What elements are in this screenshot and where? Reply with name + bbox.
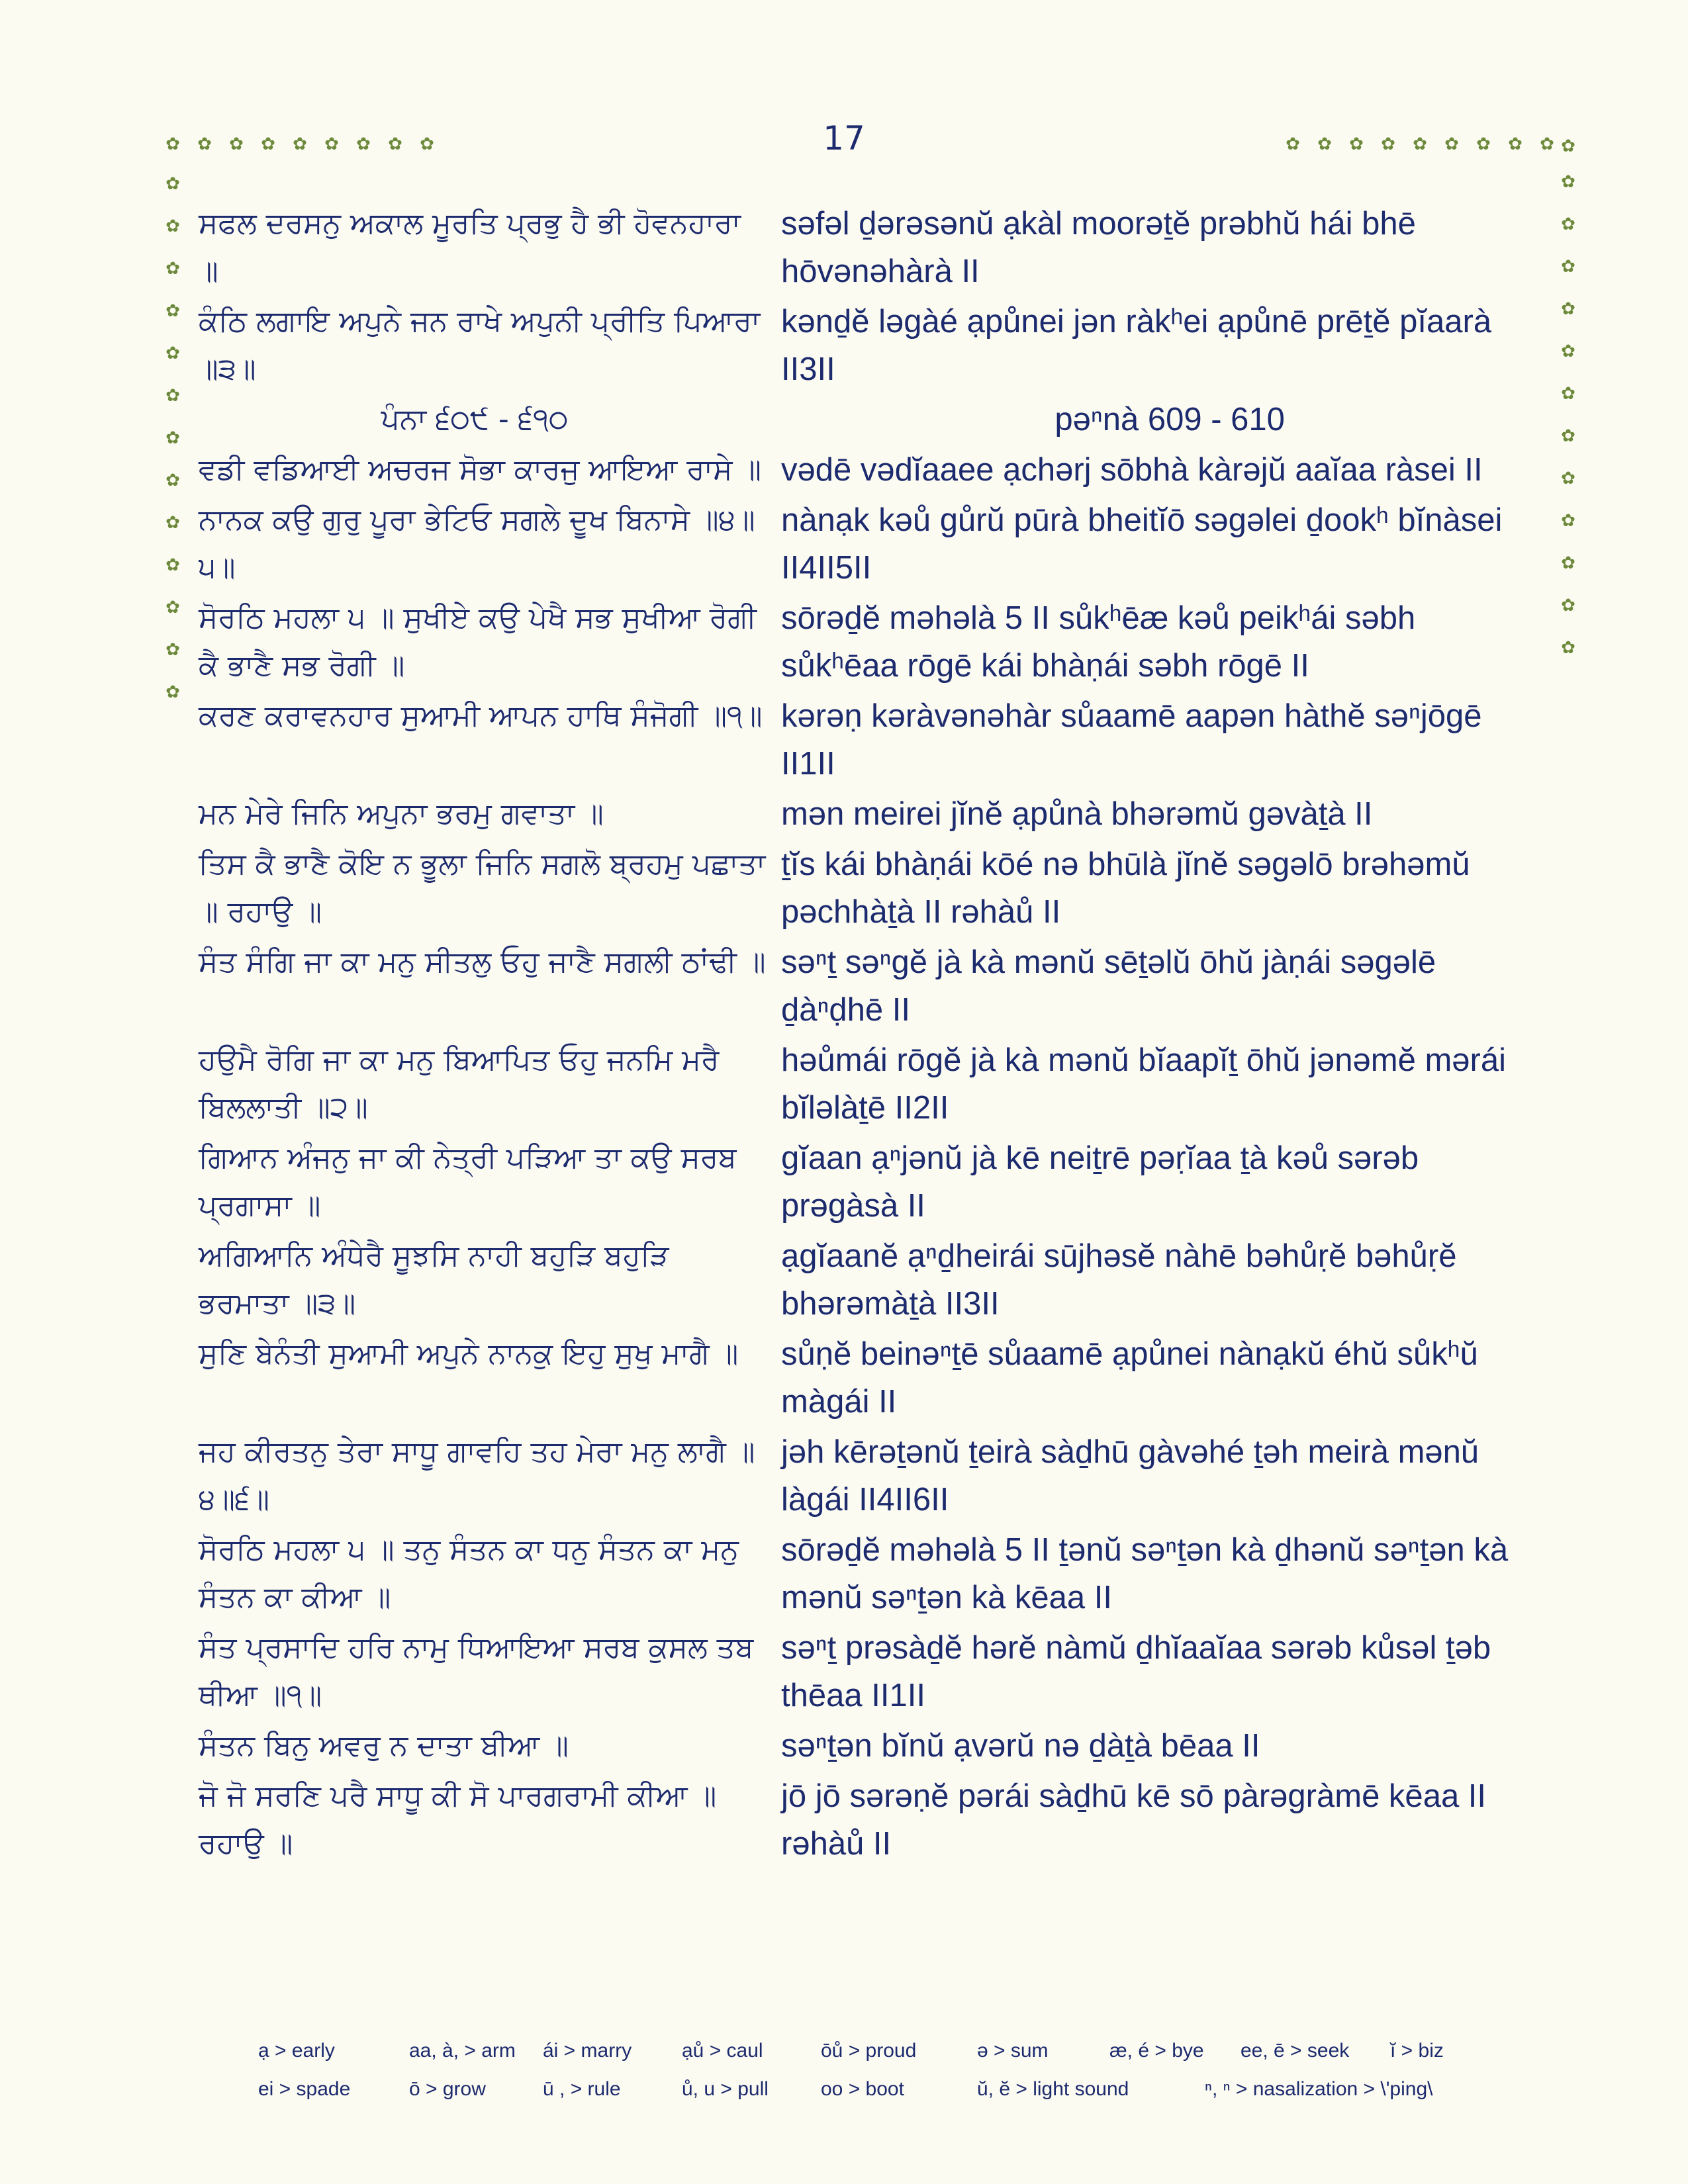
gurmukhi-text: ਸੁਣਿ ਬੇਨੰਤੀ ਸੁਆਮੀ ਅਪੁਨੇ ਨਾਨਕੁ ਇਹੁ ਸੁਖੁ ਮਾਗੈ ॥ [199,1337,739,1371]
legend-item: ō > grow [409,2078,486,2100]
flower-icon: ✿ [1561,596,1575,615]
legend-item: ee, ē > seek [1241,2040,1350,2062]
flower-icon: ✿ [165,682,180,702]
gurmukhi-text: ਸੋਰਠਿ ਮਹਲਾ ੫ ॥ ਤਨੁ ਸੰਤਨ ਕਾ ਧਨੁ ਸੰਤਨ ਕਾ ਮਨੁ ਸੰਤਨ ਕਾ ਕੀਆ ॥ [199,1533,739,1614]
verse-row [199,298,1536,393]
verse-row [199,1330,1536,1426]
legend-item: ei > spade [258,2078,351,2100]
flower-icon: ✿ [1561,511,1575,531]
legend-item: ū , > rule [543,2078,621,2100]
flower-icon: ✿ [1561,341,1575,361]
page-reference-row [199,396,1536,443]
verse-row [199,1722,1536,1770]
gurmukhi-text: ਜਹ ਕੀਰਤਨੁ ਤੇਰਾ ਸਾਧੂ ਗਾਵਹਿ ਤਹ ਮੇਰਾ ਮਨੁ ਲਾਗੈ ॥੪॥੬॥ [199,1435,755,1516]
flower-icon: ✿ [165,301,180,321]
gurmukhi-text: ਅਗਿਆਨਿ ਅੰਧੇਰੈ ਸੂਝਸਿ ਨਾਹੀ ਬਹੁੜਿ ਬਹੁੜਿ ਭਰਮਾਤਾ ॥੩॥ [199,1239,669,1320]
gurmukhi-text: ਵਡੀ ਵਡਿਆਈ ਅਚਰਜ ਸੋਭਾ ਕਾਰਜੁ ਆਇਆ ਰਾਸੇ ॥ [199,453,762,486]
verse-row [199,1232,1536,1328]
flower-icon: ✿ [197,134,212,154]
flower-icon: ✿ [420,134,434,154]
flower-icon: ✿ [324,134,339,154]
gurmukhi-text: ਤਿਸ ਕੈ ਭਾਣੈ ਕੋਇ ਨ ਭੂਲਾ ਜਿਨਿ ਸਗਲੋ ਬ੍ਰਹਮੁ ਪਛਾਤਾ ॥ ਰਹਾਉ ॥ [199,847,766,929]
flower-icon: ✿ [229,134,244,154]
flower-icon: ✿ [1540,134,1554,154]
flower-icon: ✿ [1561,553,1575,573]
transliteration-text: ṯĭs kái bhàṇái kōé nə bhūlà jĭnĕ səgəlō brəhəmŭ pəchhàṯà II rəhàů II [781,846,1470,930]
transliteration-text: sōrəḏĕ məhəlà 5 II ṯənŭ səⁿṯən kà ḏhənŭ səⁿṯən kà mənŭ səⁿṯən kà kēaa II [781,1532,1509,1615]
verse-row [199,1624,1536,1719]
flower-icon: ✿ [1561,136,1575,156]
transliteration-text: sůṇĕ beinəⁿṯē sůaamē ạpůnei nànạkŭ éhŭ sůkʰŭ màgái II [781,1336,1478,1420]
gurmukhi-text: ਨਾਨਕ ਕਉ ਗੁਰੁ ਪੂਰਾ ਭੇਟਿਓ ਸਗਲੇ ਦੂਖ ਬਿਨਾਸੇ ॥੪॥੫॥ [199,503,755,584]
verse-row [199,790,1536,838]
gurmukhi-text: ਸੰਤਨ ਬਿਨੁ ਅਵਰੁ ਨ ਦਾਤਾ ਬੀਆ ॥ [199,1729,569,1762]
transliteration-text: sōrəḏĕ məhəlà 5 II sůkʰēæ kəů peikʰái səbh sůkʰēaa rōgē kái bhàṇái səbh rōgē II [781,600,1416,684]
flower-icon: ✿ [165,640,180,660]
page-number: 17 [823,119,865,158]
flower-icon: ✿ [356,134,371,154]
flower-icon: ✿ [1561,257,1575,277]
legend-item: ạ > early [258,2040,335,2062]
gurmukhi-text: ਜੋ ਜੋ ਸਰਣਿ ਪਰੈ ਸਾਧੂ ਕੀ ਸੋ ਪਾਰਗਰਾਮੀ ਕੀਆ ॥ ਰਹਾਉ ॥ [199,1779,717,1860]
gurmukhi-text: ਸੰਤ ਸੰਗਿ ਜਾ ਕਾ ਮਨੁ ਸੀਤਲੁ ਓਹੁ ਜਾਣੈ ਸਗਲੀ ਠਾਂਢੀ ॥ [199,945,766,979]
flower-icon: ✿ [1444,134,1459,154]
flower-icon: ✿ [1561,469,1575,488]
transliteration-text: jō jō sərəṇĕ pərái sàḏhū kē sō pàrəgràmē kēaa II rəhàů II [781,1778,1487,1862]
verse-row [199,496,1536,592]
transliteration-text: pəⁿnà 609 - 610 [1055,402,1285,437]
pronunciation-legend [258,2032,1516,2109]
flower-icon: ✿ [1561,384,1575,404]
transliteration-text: gĭaan ạⁿjənŭ jà kē neiṯrē pəṛĭaa ṯà kəů sərəb prəgàsà II [781,1140,1419,1224]
verse-row [199,1772,1536,1868]
verse-row [199,692,1536,788]
gurmukhi-text: ਮਨ ਮੇਰੇ ਜਿਨਿ ਅਪੁਨਾ ਭਰਮੁ ਗਵਾਤਾ ॥ [199,797,604,831]
flower-icon: ✿ [165,555,180,575]
legend-item: oo > boot [821,2078,904,2100]
flower-icon: ✿ [1476,134,1491,154]
flower-icon: ✿ [165,216,180,236]
flower-icon: ✿ [1381,134,1395,154]
flower-icon: ✿ [1349,134,1364,154]
transliteration-text: vədē vədĭaaee ạchərj sōbhà kàrəjŭ aaĭaa ràsei II [781,452,1483,488]
flower-icon: ✿ [165,174,180,194]
gurmukhi-text: ਹਉਮੈ ਰੋਗਿ ਜਾ ਕਾ ਮਨੁ ਬਿਆਪਿਤ ਓਹੁ ਜਨਮਿ ਮਰੈ ਬਿਲਲਾਤੀ ॥੨॥ [199,1043,720,1124]
flower-icon: ✿ [1286,134,1300,154]
verse-list [199,200,1536,1870]
legend-item: æ, é > bye [1109,2040,1204,2062]
verse-row [199,1036,1536,1132]
flower-icon: ✿ [1561,299,1575,319]
gurmukhi-text: ਸਫਲ ਦਰਸਨੁ ਅਕਾਲ ਮੂਰਤਿ ਪ੍ਰਭੁ ਹੈ ਭੀ ਹੋਵਨਹਾਰਾ ॥ [199,206,741,288]
gurmukhi-text: ਕਰਣ ਕਰਾਵਨਹਾਰ ਸੁਆਮੀ ਆਪਨ ਹਾਥਿ ਸੰਜੋਗੀ ॥੧॥ [199,699,763,733]
legend-item: ŭ, ĕ > light sound [977,2078,1129,2100]
flower-icon: ✿ [165,428,180,448]
flower-icon: ✿ [293,134,307,154]
flower-icon: ✿ [1413,134,1427,154]
gurmukhi-text: ਸੰਤ ਪ੍ਰਸਾਦਿ ਹਰਿ ਨਾਮੁ ਧਿਆਇਆ ਸਰਬ ਕੁਸਲ ਤਬ ਥੀਆ ॥੧॥ [199,1631,754,1712]
transliteration-text: nànạk kəů gůrŭ pūrà bheitĭō səgəlei ḏookʰ bĭnàsei II4II5II [781,502,1503,586]
verse-row [199,1134,1536,1230]
flower-icon: ✿ [1561,638,1575,658]
verse-row [199,446,1536,494]
flower-icon: ✿ [165,598,180,617]
flower-icon: ✿ [165,513,180,533]
transliteration-text: səⁿṯ səⁿgĕ jà kà mənŭ sēṯəlŭ ōhŭ jàṇái səgəlē ḏàⁿḍhē II [781,944,1436,1028]
flower-icon: ✿ [261,134,275,154]
transliteration-text: səⁿṯən bĭnŭ ạvərŭ nə ḏàṯà bēaa II [781,1728,1260,1764]
verse-row [199,938,1536,1034]
flower-icon: ✿ [1508,134,1523,154]
flower-icon: ✿ [165,471,180,490]
legend-item: ⁿ, ⁿ > nasalization > \'ping\ [1205,2078,1433,2100]
transliteration-text: həůmái rōgĕ jà kà mənŭ bĭaapĭṯ ōhŭ jənəmĕ mərái bĭləlàṯē II2II [781,1042,1506,1126]
flower-icon: ✿ [165,134,180,154]
transliteration-text: səⁿṯ prəsàḏĕ hərĕ nàmŭ ḏhĭaaĭaa sərəb kůsəl ṯəb thēaa II1II [781,1630,1491,1713]
legend-row [258,2070,1516,2109]
legend-item: ái > marry [543,2040,632,2062]
transliteration-text: ạgĭaanĕ ạⁿḏheirái sūjhəsĕ nàhē bəhůṛĕ bəhůṛĕ bhərəmàṯà II3II [781,1238,1457,1322]
verse-row [199,594,1536,690]
gurmukhi-text: ਪੰਨਾ ੬੦੯ - ੬੧੦ [381,402,569,436]
verse-row [199,200,1536,295]
legend-item: aa, à, > arm [409,2040,516,2062]
transliteration-text: jəh kērəṯənŭ ṯeirà sàḏhū gàvəhé ṯəh meirà mənŭ làgái II4II6II [781,1434,1479,1518]
legend-item: ĭ > biz [1390,2040,1444,2062]
verse-row [199,1526,1536,1621]
flower-icon: ✿ [165,386,180,406]
gurmukhi-text: ਸੋਰਠਿ ਮਹਲਾ ੫ ॥ ਸੁਖੀਏ ਕਉ ਪੇਖੈ ਸਭ ਸੁਖੀਆ ਰੋਗੀ ਕੈ ਭਾਣੈ ਸਭ ਰੋਗੀ ॥ [199,601,757,682]
verse-row [199,841,1536,936]
legend-item: ů, u > pull [682,2078,769,2100]
flower-icon: ✿ [1561,172,1575,192]
gurmukhi-text: ਗਿਆਨ ਅੰਜਨੁ ਜਾ ਕੀ ਨੇਤ੍ਰੀ ਪੜਿਆ ਤਾ ਕਉ ਸਰਬ ਪ੍ਰਗਾਸਾ ॥ [199,1141,737,1222]
flower-icon: ✿ [165,343,180,363]
flower-icon: ✿ [1561,426,1575,446]
transliteration-text: kərəṇ kəràvənəhàr sůaamē aapən hàthĕ səⁿjōgē II1II [781,698,1482,782]
legend-item: ə > sum [977,2040,1049,2062]
flower-icon: ✿ [1561,214,1575,234]
verse-row [199,1428,1536,1524]
flower-icon: ✿ [388,134,402,154]
legend-row [258,2032,1516,2070]
flower-icon: ✿ [165,259,180,279]
transliteration-text: kənḏĕ ləgàé ạpůnei jən ràkʰei ạpůnē prēṯĕ pĭaarà II3II [781,304,1492,387]
gurmukhi-text: ਕੰਠਿ ਲਗਾਇ ਅਪੁਨੇ ਜਨ ਰਾਖੇ ਅਪੁਨੀ ਪ੍ਰੀਤਿ ਪਿਆਰਾ ॥੩॥ [199,304,761,386]
flower-icon: ✿ [1317,134,1332,154]
transliteration-text: səfəl ḏərəsənŭ ạkàl moorəṯĕ prəbhŭ hái bhē hōvənəhàrà II [781,206,1416,289]
legend-item: ōů > proud [821,2040,917,2062]
legend-item: ạů > caul [682,2040,763,2062]
transliteration-text: mən meirei jĭnĕ ạpůnà bhərəmŭ gəvàṯà II [781,796,1373,832]
